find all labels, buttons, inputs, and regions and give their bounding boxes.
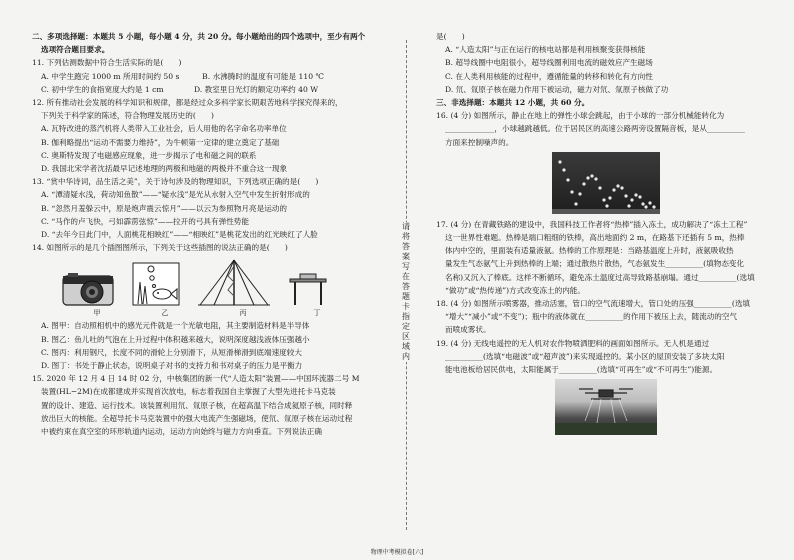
q14-captions [32, 307, 388, 319]
question-14 [32, 241, 388, 372]
figure-camera [62, 272, 114, 306]
q17-line-6: “做功”或“热传递”)方式改变冻土的内能。 [445, 285, 585, 295]
q14-figures [32, 256, 388, 306]
question-15 [32, 372, 388, 438]
q16-line-3: 方面来控制噪声的。 [445, 137, 514, 147]
left-column [32, 30, 388, 438]
section-title-multiple-choice: 二、多项选择题：本题共 5 小题，每小题 4 分，共 20 分。每小题给出的四个选项中，至少有两个 [32, 32, 366, 41]
question-18 [436, 297, 776, 337]
book-on-table-icon [288, 272, 328, 306]
q19-line-3: 能电池板给居民供电，太阳能属于__________(选填“可再生”或“不可再生”)能源。 [445, 365, 718, 375]
section-title-non-choice: 三、非选择题：本题共 12 小题，共 60 分。 [436, 98, 590, 108]
q17-line-1: 17. (4 分) 在青藏铁路的建设中，我国科技工作者将“热棒”插入冻土，成功解决了“冻土工程” [436, 219, 748, 229]
question-13 [32, 175, 388, 241]
q17-line-3: 体内中空的，里面装有适量液氨。热棒的工作原理是：当路基温度上升时，液氨吸收热 [445, 246, 734, 256]
q15-opt-a: A. “人造太阳”与正在运行的核电站都是利用核聚变获得核能 [445, 45, 646, 55]
q17-line-2: 这一世界性难题。热棒是端口粗细的铁棒，高出地面约 2 m，在路基下还插有 5 m，热棒 [445, 233, 745, 243]
q15-line-2: 装置(HL−2M)在成都建成并实现首次放电，标志着我国自主掌握了大型先进托卡马克装 [41, 387, 336, 397]
drone-icon [555, 379, 657, 435]
q12-stem-2: 下列关于科学家的陈述，符合物理发展历史的( ) [41, 111, 214, 121]
q14-opt-d: D. 图丁：书处于静止状态，说明桌子对书的支持力和书对桌子的压力是平衡力 [41, 361, 303, 371]
q15-tail: 是( ) [436, 32, 465, 41]
q19-line-1: 19. (4 分) 无线电遥控的无人机对农作物喷洒肥料的画面如图所示。无人机是通过 [436, 338, 710, 348]
question-11 [32, 56, 388, 96]
q14-opt-c: C. 图丙：利用钢尺，长度不同的滑轮上分别滑下，从短滑梯滑到底端速度较大 [41, 347, 302, 357]
caption-yi: 乙 [161, 309, 169, 318]
drone-spraying-photo [555, 379, 657, 435]
page-footer: 物理中考模拟卷[六] [370, 549, 424, 556]
q13-opt-c: C. “马作的卢飞快，弓如霹雳弦惊”——拉开的弓具有弹性势能 [41, 216, 249, 226]
camera-icon [62, 272, 114, 306]
right-column [436, 30, 776, 439]
question-12 [32, 96, 388, 175]
q14-stem: 14. 如图所示的是几个插图图所示，下列关于这些插图的说法正确的是( ) [32, 243, 288, 253]
q16-line-1: 16. (4 分) 如图所示，静止在地上的弹性小球会跳起，由于小球的一部分机械能转化为 [436, 111, 725, 121]
bouncing-ball-photo [552, 152, 660, 214]
q15-opt-d: D. 氘、氚原子核在磁力作用下被运动，磁力对氘、氚原子核做了功 [445, 84, 669, 94]
q15-opt-c: C. 在人类利用核能的过程中，遵循能量的转移和转化有方向性 [445, 71, 653, 81]
q11-opt-cd: C. 初中学生的食指宽度大约是 1 cm D. 教室里日光灯的额定功率约 40 W [41, 84, 319, 94]
fish-bubbles-icon [132, 262, 180, 306]
q17-line-4: 量发生气态氨气上升到热棒的上端；通过散热片散热，气态氨发生__________(填物态变化 [445, 259, 745, 269]
slides-icon [198, 258, 270, 306]
q17-line-5: 名称)又沉入了棒底。这样不断循环，避免冻土温度过高导致路基崩塌。通过__________(选填 [445, 272, 755, 282]
q16-line-2: _____________，小球越跳越低。位于居民区的高速公路两旁设置隔音板，是从__________ [445, 124, 745, 134]
caption-jia: 甲 [93, 309, 101, 318]
q14-opt-a: A. 图甲：自动照相机中的感光元件就是一个光敏电阻，其主要制造材料是半导体 [41, 321, 310, 331]
q13-opt-b: B. “忽然月羞躲云中，原是炮声震云惊月”——以云为参照物月亮是运动的 [41, 203, 287, 213]
q12-opt-c: C. 奥斯特发现了电磁感应现象，进一步揭示了电和磁之间的联系 [41, 150, 257, 160]
section-title-cont: 选项符合题目要求。 [41, 45, 110, 55]
q15-line-4: 放出巨大的核能。全超导托卡马克装置中的强大电流产生强磁场，使氘、氚原子核在运动过程 [41, 413, 353, 423]
figure-fish-bubbles [132, 262, 180, 306]
q12-opt-d: D. 我国北宋学者沈括最早记述地理的两极和地磁的两极并不重合这一现象 [41, 164, 288, 174]
q13-stem: 13. “赏中华诗词，品生活之美”，关于诗句涉及的物理知识，下列选项正确的是( ) [32, 177, 319, 187]
q11-opt-ab: A. 中学生跑完 1000 m 所用时间约 50 s B. 水沸腾时的温度有可能是 110 ℃ [41, 71, 324, 81]
q15-line-3: 置的设计、建造、运行技术。该装置利用氘、氚原子核，在超高温下结合成氦原子核，同时释 [41, 400, 353, 410]
q15-opt-b: B. 超导线圈中电阻很小，超导线圈利用电流的磁效应产生磁场 [445, 58, 653, 68]
q16-figure [436, 152, 776, 214]
q11-stem: 11. 下列估测数据中符合生活实际的是( ) [32, 58, 182, 68]
q15-line-1: 15. 2020 年 12 月 4 日 14 时 02 分，中核集团的新一代“人造太阳”装置——中国环流器二号 M [32, 374, 360, 384]
q12-stem: 12. 所有推动社会发展的科学知识和规律，都是经过众多科学家长期艰苦地科学探究得来的， [32, 98, 343, 108]
q19-line-2: __________(选填“电磁波”或“超声波”)来实现遥控的。某小区的屋顶安装了多块太阳 [445, 351, 725, 361]
q14-opt-b: B. 图乙：鱼儿吐的气泡在上升过程中体积越来越大，说明深度越浅液体压强越小 [41, 334, 310, 344]
caption-ding: 丁 [313, 309, 321, 318]
q12-opt-a: A. 瓦特改进的蒸汽机将人类带入工业社会，后人用他的名字命名功率单位 [41, 124, 287, 134]
caption-bing: 丙 [239, 309, 247, 318]
q13-opt-a: A. “潭清疑水浅，荷动知鱼散”——“疑水浅”是光从水射入空气中发生折射形成的 [41, 190, 310, 200]
q13-opt-d: D. “去年今日此门中，人面桃花相映红”——“相映红”是桃花发出的红光映红了人脸 [41, 230, 318, 240]
bouncing-ball-trail-icon [552, 152, 660, 214]
q19-figure [436, 379, 776, 435]
figure-book-table [288, 272, 328, 306]
question-19 [436, 337, 776, 436]
figure-slides [198, 258, 270, 306]
q12-opt-b: B. 伽利略提出“运动不需要力维持”，为牛顿第一定律的建立奠定了基础 [41, 137, 280, 147]
answer-area-notice: 请将答案写在答题卡指定区域内 [399, 222, 413, 362]
q18-line-2: “增大”“减小”或“不变”)；瓶中的液体就在__________的作用下被压上去，随流动的空气 [445, 312, 738, 322]
q15-line-5: 中被约束在真空室的环形轨道内运动，运动方向始终与磁力方向垂直。下列说法正确 [41, 427, 322, 437]
q18-line-1: 18. (4 分) 如图所示喷雾器，推动活塞，管口的空气流速增大，管口处的压强__________(选填 [436, 299, 751, 309]
question-17 [436, 218, 776, 297]
question-16 [436, 109, 776, 214]
q18-line-3: 而喷成雾状。 [445, 325, 491, 335]
